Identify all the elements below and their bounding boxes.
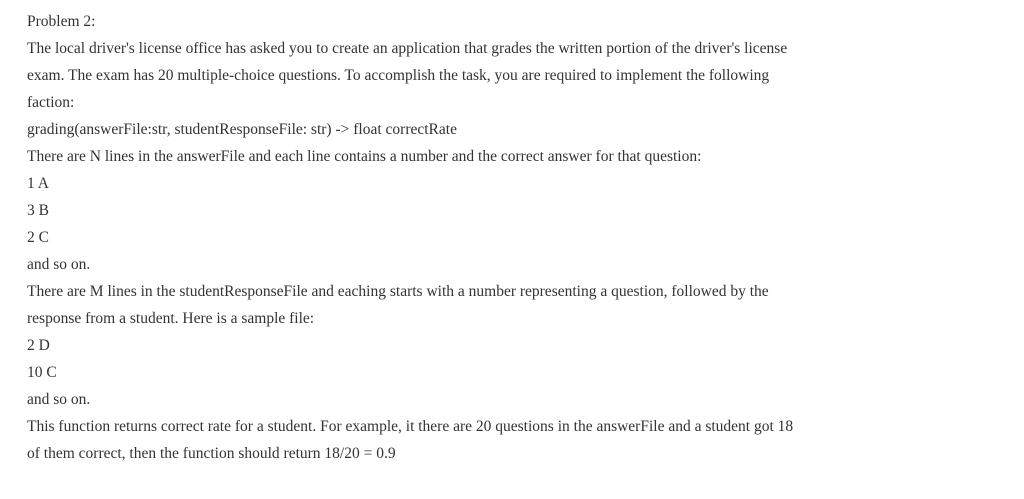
intro-line-1: The local driver's license office has asked you to create an application that grades the written portion of the driver's license	[27, 40, 788, 57]
return-description-2: of them correct, then the function should return 18/20 = 0.9	[27, 445, 396, 462]
problem-title: Problem 2:	[27, 13, 96, 30]
function-signature: grading(answerFile:str, studentResponseFile: str) -> float correctRate	[27, 121, 457, 138]
intro-line-3: faction:	[27, 94, 75, 111]
response-file-description-2: response from a student. Here is a sample file:	[27, 310, 315, 327]
response-sample-line: 10 C	[27, 364, 57, 381]
answer-sample-line: 3 B	[27, 202, 49, 219]
and-so-on: and so on.	[27, 256, 91, 273]
response-file-description-1: There are M lines in the studentResponseFile and eaching starts with a number representing a question, followed by the	[27, 283, 769, 300]
return-description-1: This function returns correct rate for a student. For example, it there are 20 questions in the answerFile and a student got 18	[27, 418, 794, 435]
answer-file-description: There are N lines in the answerFile and each line contains a number and the correct answer for that question:	[27, 148, 702, 165]
answer-sample-line: 2 C	[27, 229, 49, 246]
and-so-on: and so on.	[27, 391, 91, 408]
answer-sample-line: 1 A	[27, 175, 49, 192]
response-sample-line: 2 D	[27, 337, 50, 354]
intro-line-2: exam. The exam has 20 multiple-choice questions. To accomplish the task, you are required to implement the following	[27, 67, 770, 84]
